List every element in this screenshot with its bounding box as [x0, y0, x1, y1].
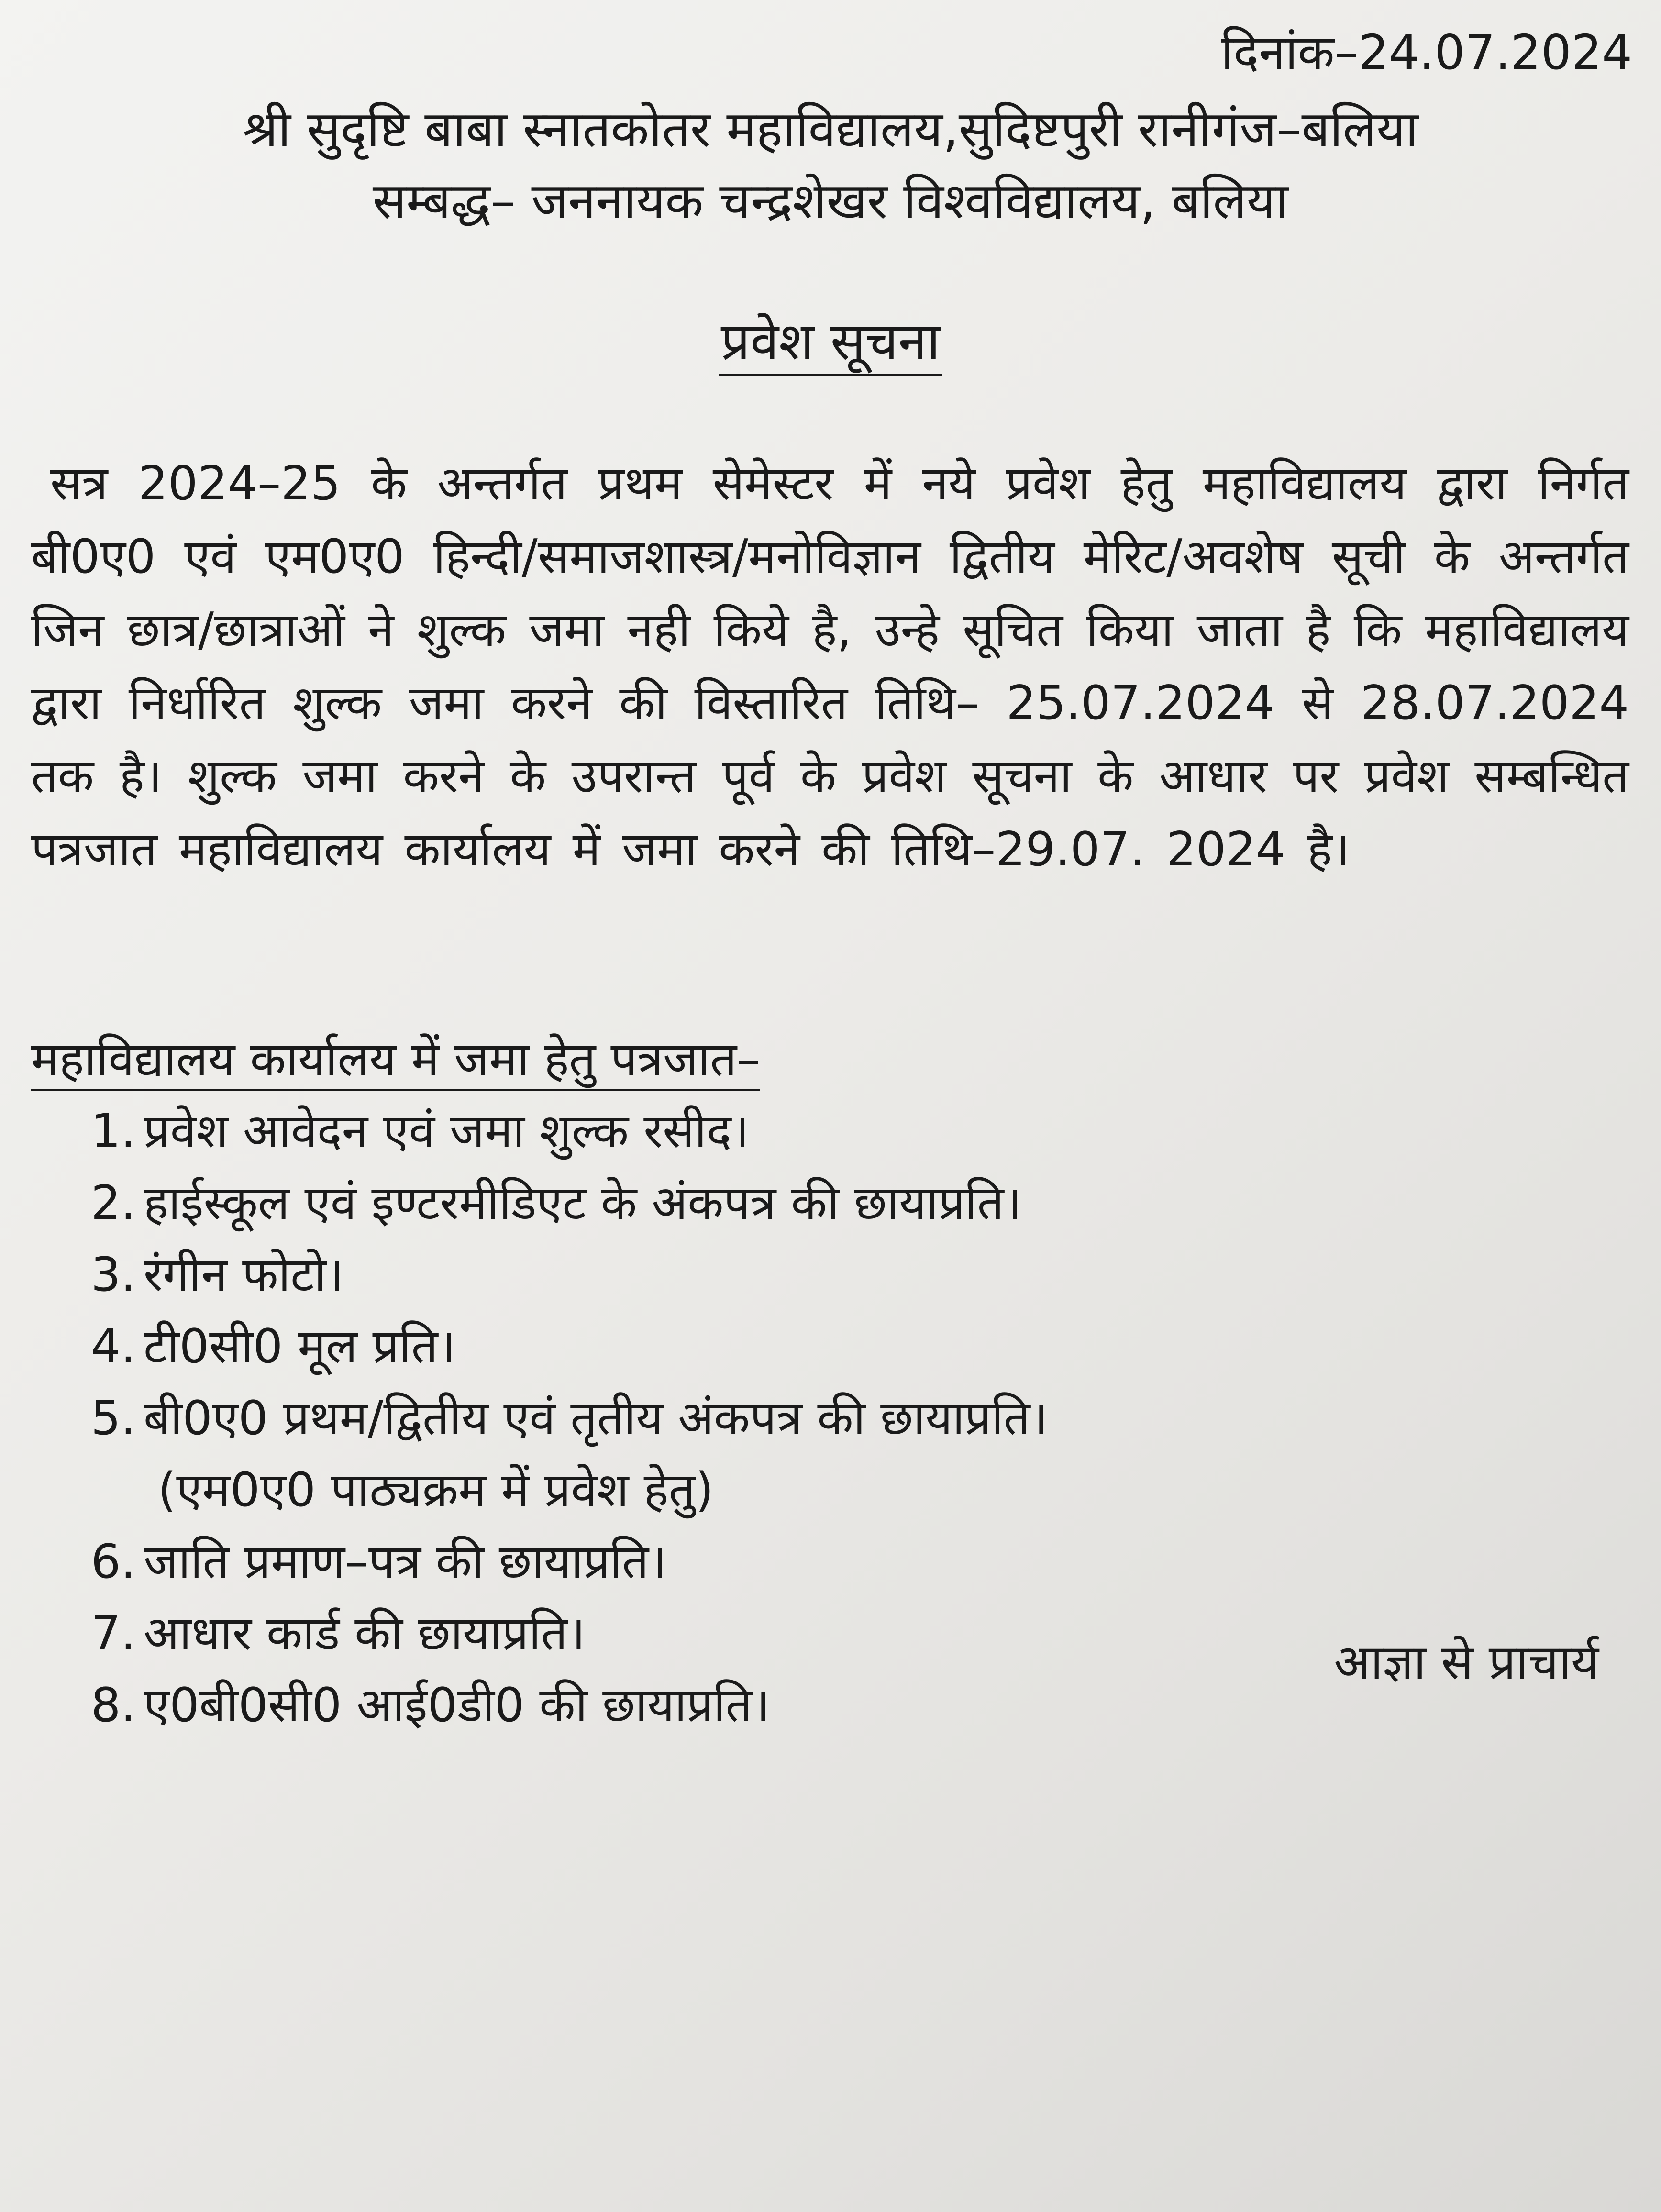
list-item	[91, 1382, 1526, 1454]
list-item-text: जाति प्रमाण–पत्र की छायाप्रति।	[144, 1535, 667, 1589]
list-item-number: 8.	[91, 1678, 136, 1733]
notice-title-wrapper	[0, 306, 1661, 378]
list-item-number: 5.	[91, 1391, 136, 1446]
list-item	[91, 1526, 1526, 1598]
notice-body	[31, 447, 1629, 886]
college-affiliation: सम्बद्ध– जननायक चन्द्रशेखर विश्वविद्यालय, बलिया	[372, 172, 1289, 230]
list-item-text: रंगीन फोटो।	[144, 1248, 344, 1302]
list-item-text: ए0बी0सी0 आई0डी0 की छायाप्रति।	[144, 1678, 770, 1733]
list-item	[91, 1598, 1526, 1670]
principal-signature: आज्ञा से प्राचार्य	[1334, 1634, 1599, 1690]
list-item-number: 3.	[91, 1248, 136, 1302]
list-item	[91, 1670, 1526, 1741]
list-item-text: आधार कार्ड की छायाप्रति।	[144, 1606, 586, 1661]
list-item-number: 6.	[91, 1535, 136, 1589]
notice-date: दिनांक–24.07.2024	[1221, 24, 1632, 80]
list-item-number: 2.	[91, 1176, 136, 1230]
notice-body-text: सत्र 2024–25 के अन्तर्गत प्रथम सेमेस्टर में नये प्रवेश हेतु महाविद्यालय द्वारा निर्गत बी0ए0 एवं एम0ए0 हिन्दी/समाजशास्त्र/मनोविज्ञान द्वितीय मेरिट/अवशेष सूची के अन्तर्गत जिन छात्र/छात्राओं ने शुल्क जमा नही किये है, उन्हे सूचित किया जाता है कि महाविद्यालय द्वारा निर्धारित शुल्क जमा करने की विस्तारित तिथि– 25.07.2024 से 28.07.2024 तक है। शुल्क जमा करने के उपरान्त पूर्व के प्रवेश सूचना के आधार पर प्रवेश सम्बन्धित पत्रजात महाविद्यालय कार्यालय में जमा करने की तिथि–29.07. 2024 है।	[31, 456, 1629, 877]
list-item-number: 7.	[91, 1606, 136, 1661]
list-item-note: (एम0ए0 पाठ्यक्रम में प्रवेश हेतु)	[158, 1463, 714, 1517]
list-item-number: 1.	[91, 1104, 136, 1159]
list-item	[91, 1311, 1526, 1382]
college-name: श्री सुदृष्टि बाबा स्नातकोतर महाविद्यालय,सुदिष्टपुरी रानीगंज–बलिया	[243, 100, 1418, 158]
list-item-text: प्रवेश आवेदन एवं जमा शुल्क रसीद।	[144, 1104, 750, 1159]
list-item	[91, 1167, 1526, 1239]
list-item-number: 4.	[91, 1319, 136, 1374]
list-item	[91, 1239, 1526, 1311]
notice-title: प्रवेश सूचना	[719, 312, 942, 376]
list-item-text: बी0ए0 प्रथम/द्वितीय एवं तृतीय अंकपत्र की छायाप्रति।	[144, 1391, 1048, 1446]
list-item	[91, 1095, 1526, 1167]
list-item-text: हाईस्कूल एवं इण्टरमीडिएट के अंकपत्र की छायाप्रति।	[144, 1176, 1022, 1230]
documents-heading-wrapper	[31, 1024, 760, 1095]
documents-heading: महाविद्यालय कार्यालय में जमा हेतु पत्रजात–	[31, 1032, 760, 1091]
documents-list	[91, 1095, 1526, 1741]
list-item-text: टी0सी0 मूल प्रति।	[144, 1319, 456, 1374]
